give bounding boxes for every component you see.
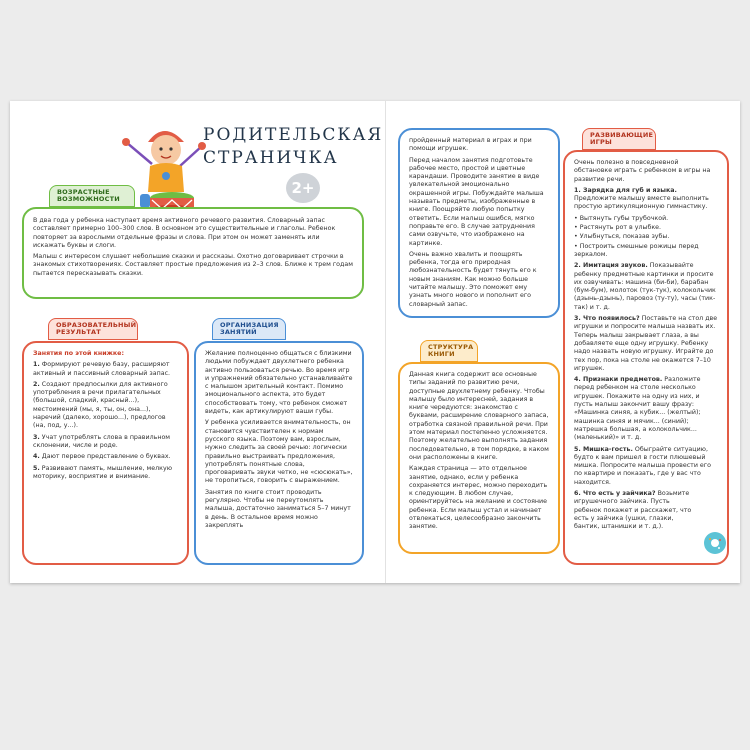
game-1-list (574, 215, 718, 259)
org-paragraph-2: У ребенка усиливается внимательность, он становится чувствителен к нормам русского языка. Поэтому вам, взрослым, нужно следить за своей речью: логически правильно выстраивать предложения, употреблять понятные слова, проговаривать звуки четко, не «сюсюкать», не торопиться, говорить с выражением. (205, 419, 353, 485)
struct-paragraph-2: Каждая страница — это отдельное занятие, однако, если у ребенка сохраняется интерес, можно переходить к следующим. В любом случае, ориентируйтесь на желание и состояние ребенка. Если малыш устал и начинает отвлекаться, целесообразно закончить занятие. (409, 465, 548, 531)
org-paragraph-1: Желание полноценно общаться с близкими людьми побуждает двухлетнего ребенка активно пользоваться речью. Во время игр и упражнений обязательно устанавливайте с малышом зрительный контакт. Помимо эмоционального аспекта, это будет способствовать тому, что ребенок сможет видеть, как артикулируют ваши губы. (205, 350, 353, 416)
edu-list (33, 361, 178, 481)
org-paragraph-3: Занятия по книге стоит проводить регулярно. Чтобы не переутомлять малыша, достаточно заниматься 5–7 минут в день. В остальное время можно закреплять (205, 488, 351, 529)
list-item: • Улыбнуться, показав зубы. (574, 233, 670, 241)
list-item: • Растянуть рот в улыбке. (574, 224, 662, 232)
page-title (203, 124, 383, 170)
struct-paragraph-1: Данная книга содержит все основные типы заданий по развитию речи, доступные двухлетнему ребенку. Чтобы малышу было интересней, задания в книге чередуются: знакомство с буквами, расширение словарного запаса, отработка связной правильной речи. При этом материал постепенно усложняется. Поэтому желательно выполнять задания последовательно, в том порядке, в каком они расположены в книге. (409, 371, 549, 461)
age-capabilities-box (22, 207, 364, 299)
age-paragraph-2: Малыш с интересом слушает небольшие сказки и рассказы. Охотно договаривает строчки в знакомых стихотворениях. Составляет простые предложения из 2–3 слов. Ближе к трем годам пытается пересказывать сказки. (33, 253, 353, 277)
game-5: 5. Мишка-гость. Обыграйте ситуацию, будто к вам пришел в гости плюшевый мишка. Попросите малыша провести его по квартире и показать, где у вас что находится. (574, 445, 711, 486)
list-item: 2. Создают предпосылки для активного употребления в речи прилагательных (большой, сладкий, красный...), местоимений (мы, я, ты, он, она...), наречий (далеко, хорошо...), предлогов (на, под, у...). (33, 380, 168, 430)
structure-box (398, 362, 560, 554)
age-box-tag: ВОЗРАСТНЫЕ ВОЗМОЖНОСТИ (49, 185, 135, 207)
edu-box-tag: ОБРАЗОВАТЕЛЬНЫЙ РЕЗУЛЬТАТ (48, 318, 138, 340)
organization-box (194, 341, 364, 565)
age-badge: 2+ (286, 173, 320, 203)
org-box-tag: ОРГАНИЗАЦИЯ ЗАНЯТИЙ (212, 318, 286, 340)
game-3: 3. Что появилось? Поставьте на стол две игрушки и попросите малыша назвать их. Теперь малыш закрывает глаза, а вы добавляете еще одну игрушку. Ребенку надо назвать новую игрушку. Играйте до тех пор, пока на столе не окажется 7–10 игрушек. (574, 315, 718, 372)
game-4: 4. Признаки предметов. Разложите перед ребенком на столе несколько игрушек. Покажите на одну из них, и пусть малыш закончит вашу фразу: «Машинка синяя, а кубик... (желтый); машинка синяя и мячик... (синий); матрешка большая, а колокольчик... (маленький)» и т. д. (574, 376, 701, 442)
list-item: • Построить смешные рожицы перед зеркалом. (574, 242, 699, 258)
list-item: 3. Учат употреблять слова в правильном склонении, числе и роде. (33, 433, 171, 449)
edu-result-box (22, 341, 189, 565)
title-line-1: РОДИТЕЛЬСКАЯ (203, 125, 384, 145)
organization-continued-box (398, 128, 560, 318)
list-item: 4. Дают первое представление о буквах. (33, 453, 171, 461)
donut-icon (702, 530, 728, 556)
cont-paragraph-2: Перед началом занятия подготовьте рабочее место, простой и цветные карандаши. Проводите занятие в виде увлекательной эмоционально окрашенной игры. Побуждайте малыша называть предметы, изображенные в книге. Поощряйте любую попытку ответить. Если малыш ошибся, мягко поправьте его. В случае затруднения сами озвучьте, что изображено на картинке. (409, 156, 544, 247)
cont-paragraph-3: Очень важно хвалить и поощрять ребенка, тогда его природная любознательность будет тянуть его к новым знаниям. Как можно больше читайте малышу. Это поможет ему узнать много нового и пополнит его словарный запас. (409, 250, 537, 308)
list-item: 5. Развивают память, мышление, мелкую моторику, восприятие и внимание. (33, 464, 172, 480)
games-box-tag: РАЗВИВАЮЩИЕ ИГРЫ (582, 128, 656, 150)
list-item: 1. Формируют речевую базу, расширяют активный и пассивный словарный запас. (33, 361, 171, 377)
struct-box-tag: СТРУКТУРА КНИГИ (420, 340, 478, 362)
list-item: • Вытянуть губы трубочкой. (574, 214, 669, 222)
game-1: 1. Зарядка для губ и языка. Предложите малышу вместе выполнить простую артикуляционную гимнастику. (574, 186, 709, 211)
age-paragraph-1: В два года у ребенка наступает время активного речевого развития. Словарный запас составляет примерно 100–300 слов. В основном это существительные и глаголы. Ребенок повторяет за взрослыми отдельные фразы и слова. При этом он может заменять или искажать буквы и слоги. (33, 217, 336, 249)
developing-games-box (563, 150, 729, 565)
title-line-2: СТРАНИЧКА (203, 147, 339, 168)
game-6: 6. Что есть у зайчика? Возьмите игрушечного зайчика. Пусть ребенок покажет и расскажет, что есть у зайчика (ушки, глазки, бантик, штанишки и т. д.). (574, 489, 692, 531)
cont-paragraph-1: пройденный материал в играх и при помощи игрушек. (409, 137, 532, 153)
game-2: 2. Имитация звуков. Показывайте ребенку предметные картинки и просите их озвучивать: машина (би-би), барабан (бум-бум), молоток (тук-тук), колокольчик (дзынь-дзынь), паровоз (ту-ту), часы (тик-так) и т. д. (574, 262, 716, 311)
games-intro: Очень полезно в повседневной обстановке играть с ребенком в игры на развитие речи. (574, 159, 711, 183)
page-fold (385, 101, 386, 583)
edu-lead: Занятия по этой книжке: (33, 350, 124, 357)
